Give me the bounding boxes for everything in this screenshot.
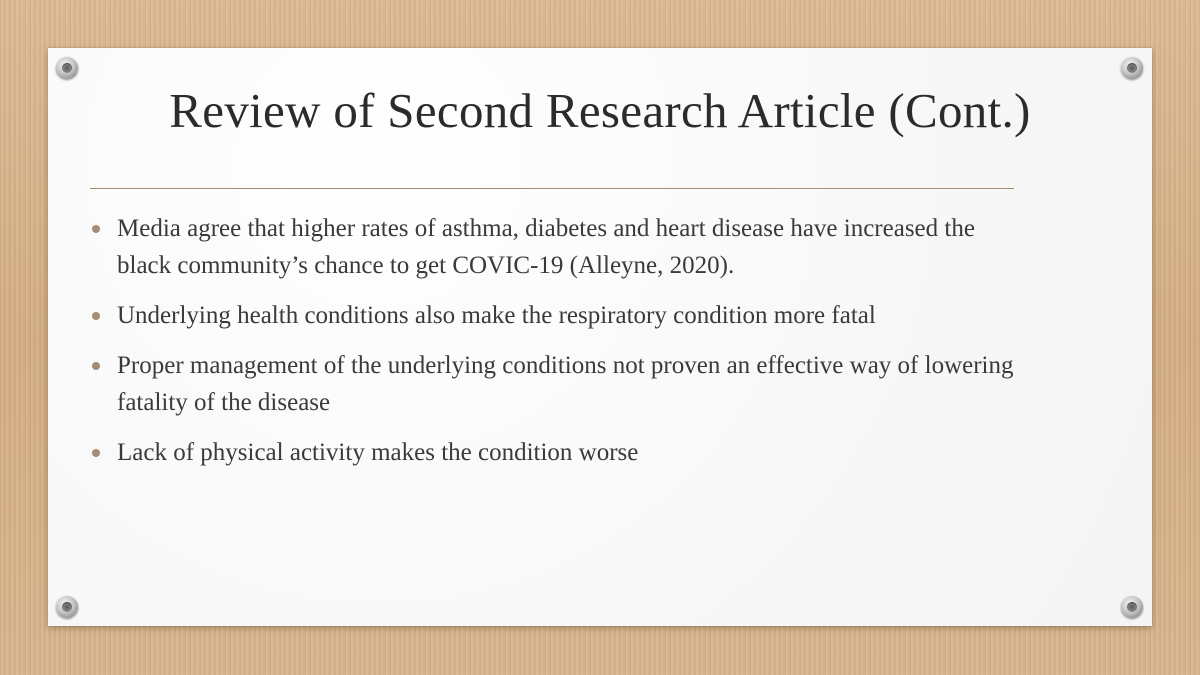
bullet-icon [92,312,100,320]
title-divider [90,188,1014,189]
bullet-text-2: Underlying health conditions also make the respiratory condition more fatal [117,302,876,329]
slide-title: Review of Second Research Article (Cont.) [169,83,1031,138]
bullet-item-2 [90,297,1020,334]
pin-icon-bottom-right [1121,596,1143,618]
pin-icon-bottom-left [56,596,78,618]
bullet-text-3: Proper management of the underlying conditions not proven an effective way of lowering fatality of the disease [117,352,1014,416]
pin-icon-top-right [1121,57,1143,79]
bullet-item-3 [90,347,1020,421]
bullet-list [90,210,1020,484]
pin-icon-top-left [56,57,78,79]
bullet-icon [92,362,100,370]
bullet-item-1 [90,210,1020,284]
bullet-text-1: Media agree that higher rates of asthma, diabetes and heart disease have increased the black community’s chance to get COVIC-19 (Alleyne, 2020). [117,215,975,279]
bullet-text-4: Lack of physical activity makes the condition worse [117,439,639,466]
bullet-item-4 [90,434,1020,471]
bullet-icon [92,449,100,457]
bullet-icon [92,225,100,233]
